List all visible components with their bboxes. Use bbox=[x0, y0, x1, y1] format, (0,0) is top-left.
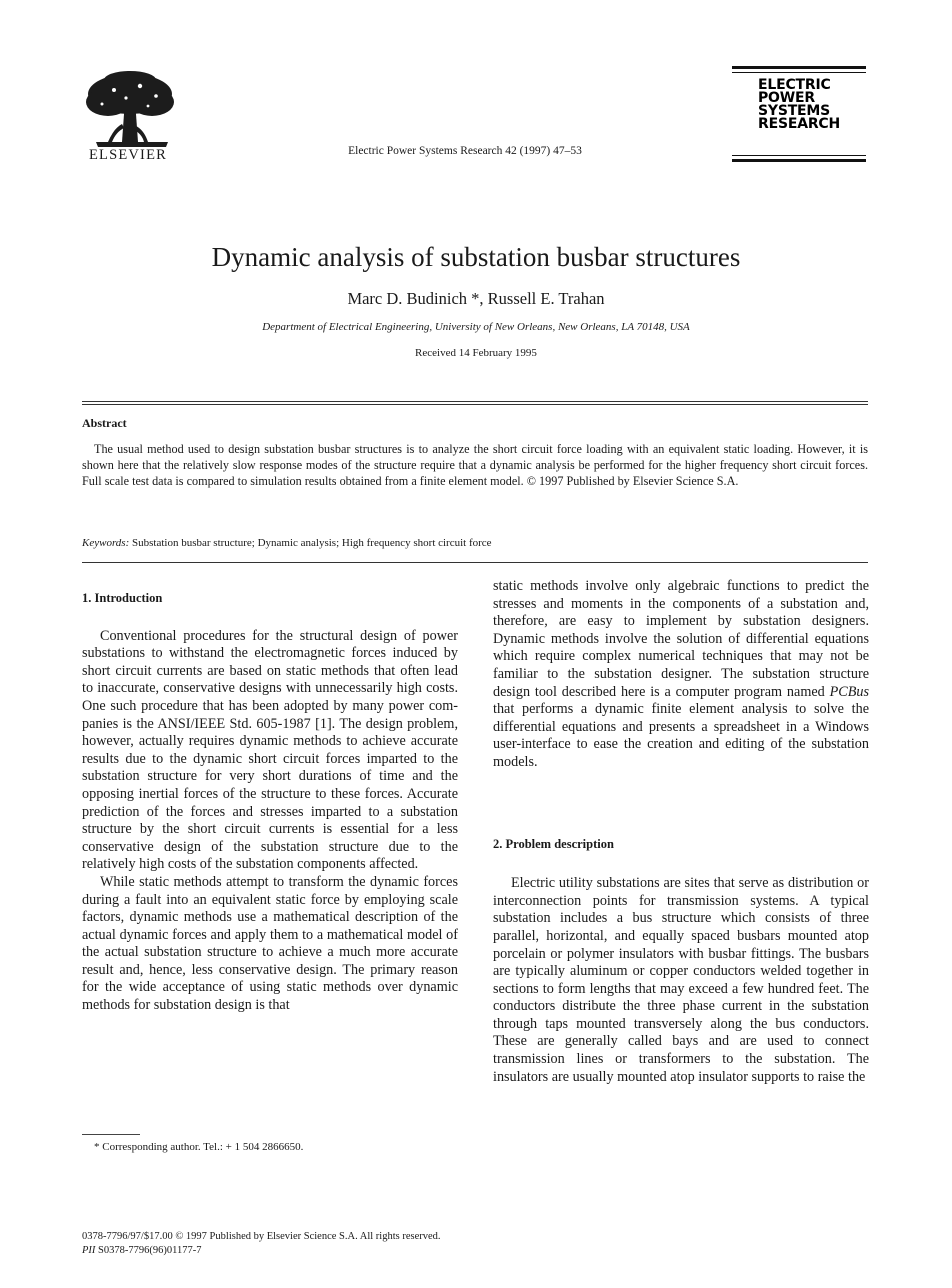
footnote-rule bbox=[82, 1134, 140, 1135]
logo-word-1: ELECTRIC bbox=[758, 77, 831, 93]
logo-rule-top bbox=[732, 66, 866, 69]
pii-label: PII bbox=[82, 1245, 96, 1256]
intro-paragraph-3-part-b: that performs a dynamic finite element analysis to solve the differential equations and presents a spreadsheet in a Windows user-interface to ease the creation and editing of the substation models. bbox=[493, 701, 869, 770]
abstract-text: The usual method used to design substation busbar structures is to analyze the short circuit force loading with an equivalent static loading. However, it is shown here that the relatively slow response modes of the structure require that a dynamic analysis be performed for the higher frequency short circuit forces. Full scale test data is compared to simulation results obtained from a finite element model. © 1997 Published by Elsevier Science S.A. bbox=[82, 442, 868, 488]
intro-paragraph-2: While static methods attempt to transform the dynamic forces during a fault into an equivalent static force by employing scale factors, dynamic methods use a mathematical description of the actual dynamic forces and apply them to a mathematical model of the actual substation structure to achieve a much more accurate result and, hence, less conservative design. The primary reason for the wide acceptance of using static methods over dynamic methods for substation design is that bbox=[82, 873, 458, 1014]
author-affiliation: Department of Electrical Engineering, University of New Orleans, New Orleans, LA 70148, USA bbox=[262, 321, 690, 333]
abstract-heading: Abstract bbox=[82, 416, 127, 430]
journal-logo bbox=[732, 66, 866, 162]
intro-paragraph-3-part-a: static methods involve only algebraic functions to predict the stresses and moments in the components of a substation and, therefore, are easy to implement by substation designers. Dynamic methods involve the solution of differential equations which require complex numerical techniques that may not be familiar to the substation designer. The substation structure design tool described here is a computer program named bbox=[493, 578, 869, 700]
corresponding-author-footnote: * Corresponding author. Tel.: + 1 504 2866650. bbox=[94, 1141, 304, 1153]
logo-rule-bottom-thin bbox=[732, 155, 866, 156]
keywords-label: Keywords: bbox=[82, 537, 130, 549]
logo-word-2: POWER bbox=[758, 90, 815, 106]
tree-icon bbox=[78, 70, 182, 150]
divider-abstract bbox=[82, 562, 868, 563]
received-date: Received 14 February 1995 bbox=[415, 347, 537, 359]
section-heading-problem: 2. Problem description bbox=[493, 836, 614, 851]
pii-value: S0378-7796(96)01177-7 bbox=[98, 1245, 202, 1256]
intro-paragraph-1: Conventional procedures for the structural design of power substations to withstand the electromagnetic forces induced by short circuit currents are based on static methods that often lead to inaccurate, conservative designs with unnecessarily high costs. One such procedure that has been adopted by many power companies is the ANSI/IEEE Std. 605-1987 [1]. The design problem, however, actually requires dynamic methods to achieve accurate results due to the dynamic short circuit forces imparted to the substation structure for very short durations of time and the opposing inertial forces of the structure to these forces. Accurate prediction of the forces and stresses imparted to a substation structure by the short circuit currents is essential for a less conservative design of the substation structure due to the relatively high costs of the substation components affected. bbox=[82, 627, 458, 873]
section-heading-introduction: 1. Introduction bbox=[82, 591, 163, 605]
logo-rule-top-thin bbox=[732, 72, 866, 73]
elsevier-tree-logo bbox=[78, 70, 182, 158]
divider-top-2 bbox=[82, 404, 868, 405]
logo-rule-bottom bbox=[732, 159, 866, 162]
divider-top bbox=[82, 401, 868, 402]
pii-line bbox=[82, 1244, 441, 1258]
keywords-line bbox=[82, 537, 868, 549]
article-authors: Marc D. Budinich *, Russell E. Trahan bbox=[347, 289, 605, 308]
right-column bbox=[493, 578, 869, 1086]
keywords-list: Substation busbar structure; Dynamic analysis; High frequency short circuit force bbox=[132, 537, 492, 549]
problem-paragraph-1: Electric utility substations are sites that serve as distribution or interconnection points for transmission systems. A typical substation includes a bus structure which consists of three parallel, horizontal, and equally spaced busbars mounted atop porcelain or polymer insulators with busbar fittings. The busbars are typically aluminum or copper conductors welded together in sections to form lengths that may exceed a few hundred feet. The conductors distribute the three phase current in the substation through taps mounted transversely along the bus conductors. These are generally called bays and are used to connect transmission lines or transformers to the substation. The insulators are usually mounted atop insulator supports to raise the bbox=[493, 875, 869, 1085]
logo-word-3: SYSTEMS bbox=[758, 103, 831, 119]
intro-paragraph-3 bbox=[493, 578, 869, 772]
article-title: Dynamic analysis of substation busbar structures bbox=[211, 242, 741, 272]
journal-citation: Electric Power Systems Research 42 (1997) 47–53 bbox=[348, 145, 582, 157]
logo-word-4: RESEARCH bbox=[758, 116, 840, 132]
left-column bbox=[82, 590, 458, 1015]
publisher-name: ELSEVIER bbox=[88, 147, 168, 163]
publication-info bbox=[82, 1230, 441, 1258]
copyright-line: 0378-7796/97/$17.00 © 1997 Published by Elsevier Science S.A. All rights reserved. bbox=[82, 1231, 441, 1242]
program-name: PCBus bbox=[829, 683, 870, 700]
